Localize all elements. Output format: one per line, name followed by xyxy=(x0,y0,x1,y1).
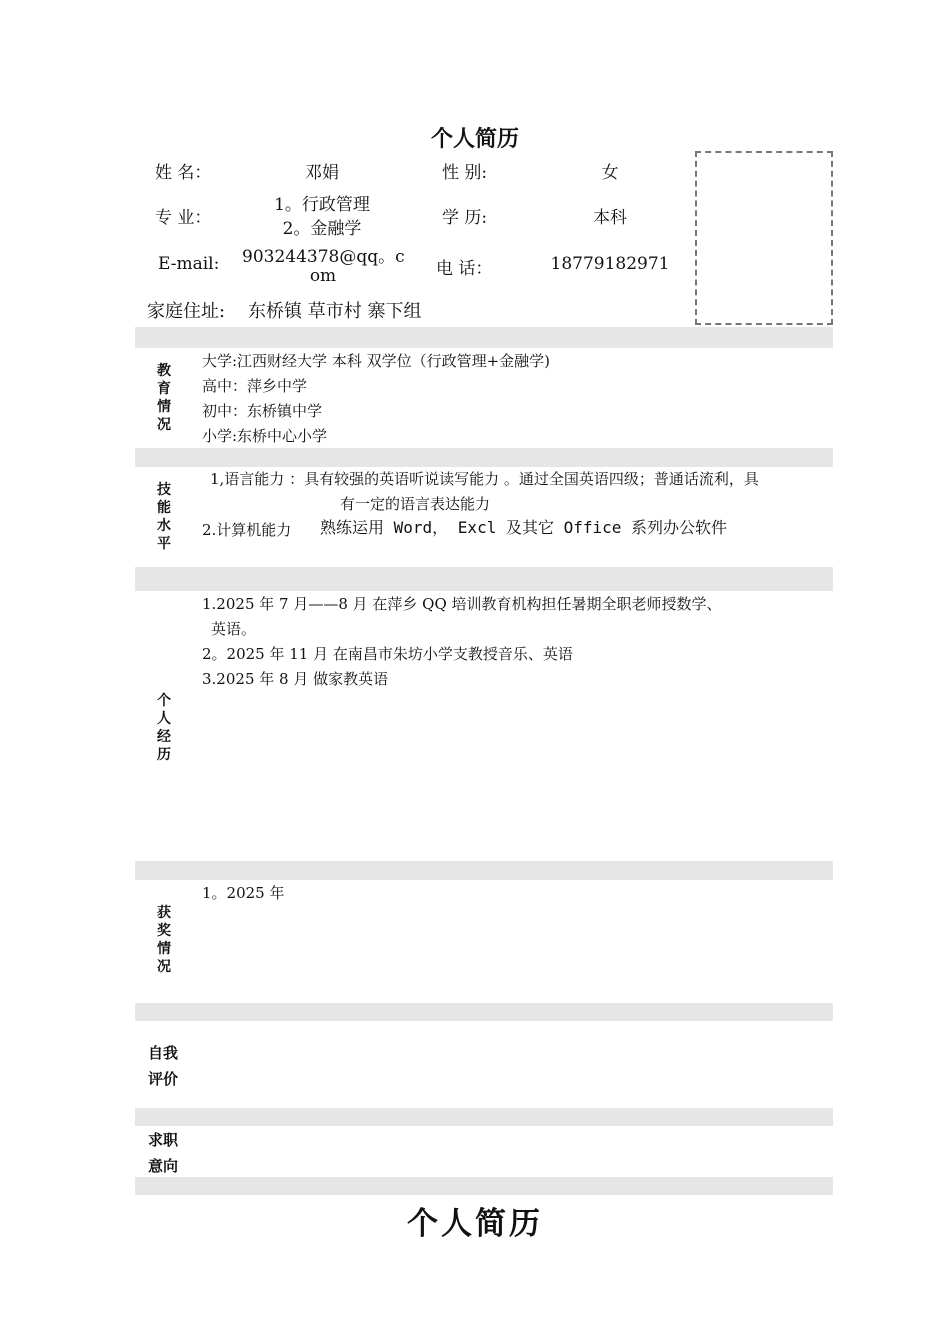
section-divider xyxy=(135,567,833,591)
section-divider xyxy=(135,861,833,880)
education-line: 小学:东桥中心小学 xyxy=(202,427,328,445)
skills-line: 2.计算机能力 xyxy=(202,521,292,539)
experience-line: 3.2025 年 8 月 做家教英语 xyxy=(202,670,389,688)
skills-line: 熟练运用 Word， Excl 及其它 Office 系列办公软件 xyxy=(320,518,728,537)
gender-value: 女 xyxy=(601,163,619,183)
awards-label: 获奖情况 xyxy=(157,905,171,975)
major-label: 专 业： xyxy=(155,208,212,228)
address-value: 东桥镇 草市村 寨下组 xyxy=(248,301,422,322)
phone-label: 电 话： xyxy=(436,259,493,279)
photo-placeholder xyxy=(695,151,833,325)
degree-label: 学 历: xyxy=(442,208,488,228)
skills-line: 有一定的语言表达能力 xyxy=(340,495,491,513)
experience-label: 个人经历 xyxy=(157,693,171,763)
email-line-2: om xyxy=(309,266,337,286)
section-divider xyxy=(135,1108,833,1126)
address-label: 家庭住址: xyxy=(147,301,226,322)
name-value: 邓娟 xyxy=(305,163,339,183)
major-line-1: 1。行政管理 xyxy=(274,195,370,215)
education-line: 初中：东桥镇中学 xyxy=(202,402,323,420)
section-divider xyxy=(135,1003,833,1021)
phone-value: 18779182971 xyxy=(550,254,670,274)
email-label: E-mail: xyxy=(158,254,220,274)
experience-line: 2。2025 年 11 月 在南昌市朱坊小学支教授音乐、英语 xyxy=(202,645,573,663)
section-divider xyxy=(135,448,833,467)
experience-line: 1.2025 年 7 月——8 月 在萍乡 QQ 培训教育机构担任暑期全职老师授数学、 xyxy=(202,595,722,613)
education-label: 教育情况 xyxy=(157,363,171,433)
gender-label: 性 别: xyxy=(442,163,488,183)
skills-line: 1,语言能力 ：具有较强的英语听说读写能力 。通过全国英语四级；普通话流利，具 xyxy=(210,470,759,488)
awards-line: 1。2025 年 xyxy=(202,884,285,902)
degree-value: 本科 xyxy=(593,208,627,228)
objective-label: 求职 意向 xyxy=(148,1131,179,1175)
email-line-1: 903244378@qq。c xyxy=(242,247,405,267)
education-line: 大学:江西财经大学 本科 双学位（行政管理+金融学) xyxy=(202,352,551,370)
experience-line: 英语。 xyxy=(211,620,257,638)
section-divider xyxy=(135,1177,833,1195)
name-label: 姓 名： xyxy=(155,163,212,183)
self-eval-label: 自我 评价 xyxy=(148,1044,179,1088)
footer-title: 个人简历 xyxy=(407,1206,543,1242)
section-divider xyxy=(135,327,833,348)
skills-label: 技能水平 xyxy=(157,482,171,552)
resume-title: 个人简历 xyxy=(430,127,519,152)
major-line-2: 2。金融学 xyxy=(282,219,362,239)
education-line: 高中：萍乡中学 xyxy=(202,377,308,395)
